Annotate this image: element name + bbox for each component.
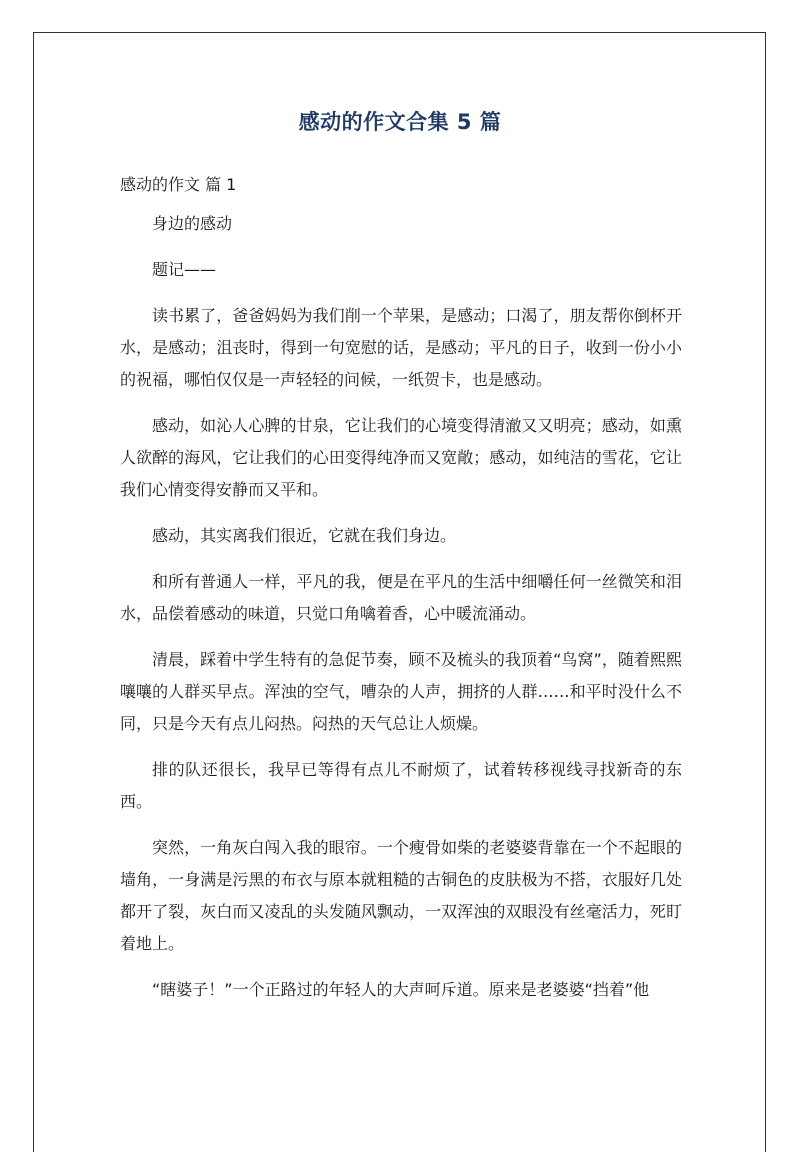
paragraph: 身边的感动	[152, 214, 233, 233]
document-title: 感动的作文合集 5 篇	[298, 110, 502, 134]
paragraph: 题记——	[152, 260, 217, 279]
paragraph: 感动，其实离我们很近，它就在我们身边。	[152, 526, 457, 545]
section-heading: 感动的作文 篇 1	[120, 175, 237, 194]
document-body	[120, 208, 682, 1020]
paragraph: 清晨，踩着中学生特有的急促节奏，顾不及梳头的我顶着“鸟窝”，随着熙熙嚷嚷的人群买早点。浑浊的空气，嘈杂的人声，拥挤的人群……和平时没什么不同，只是今天有点儿闷热。闷热的天气总让人烦燥。	[120, 650, 682, 733]
paragraph: 读书累了，爸爸妈妈为我们削一个苹果，是感动；口渴了，朋友帮你倒杯开水，是感动；沮丧时，得到一句宽慰的话，是感动；平凡的日子，收到一份小小的祝福，哪怕仅仅是一声轻轻的问候，一纸贺卡，也是感动。	[120, 306, 682, 389]
paragraph: 突然，一角灰白闯入我的眼帘。一个瘦骨如柴的老婆婆背靠在一个不起眼的墙角，一身满是污黑的布衣与原本就粗糙的古铜色的皮肤极为不搭，衣服好几处都开了裂，灰白而又凌乱的头发随风飘动，一双浑浊的双眼没有丝毫活力，死盯着地上。	[120, 838, 682, 953]
paragraph: “瞎婆子！”一个正路过的年轻人的大声呵斥道。原来是老婆婆“挡着”他	[152, 980, 650, 999]
paragraph: 感动，如沁人心脾的甘泉，它让我们的心境变得清澈又又明亮；感动，如熏人欲醉的海风，它让我们的心田变得纯净而又宽敞；感动，如纯洁的雪花，它让我们心情变得安静而又平和。	[120, 416, 682, 499]
paragraph: 排的队还很长，我早已等得有点儿不耐烦了，试着转移视线寻找新奇的东西。	[120, 760, 682, 811]
paragraph: 和所有普通人一样，平凡的我，便是在平凡的生活中细嚼任何一丝微笑和泪水，品偿着感动的味道，只觉口角噙着香，心中暖流涌动。	[120, 572, 682, 623]
